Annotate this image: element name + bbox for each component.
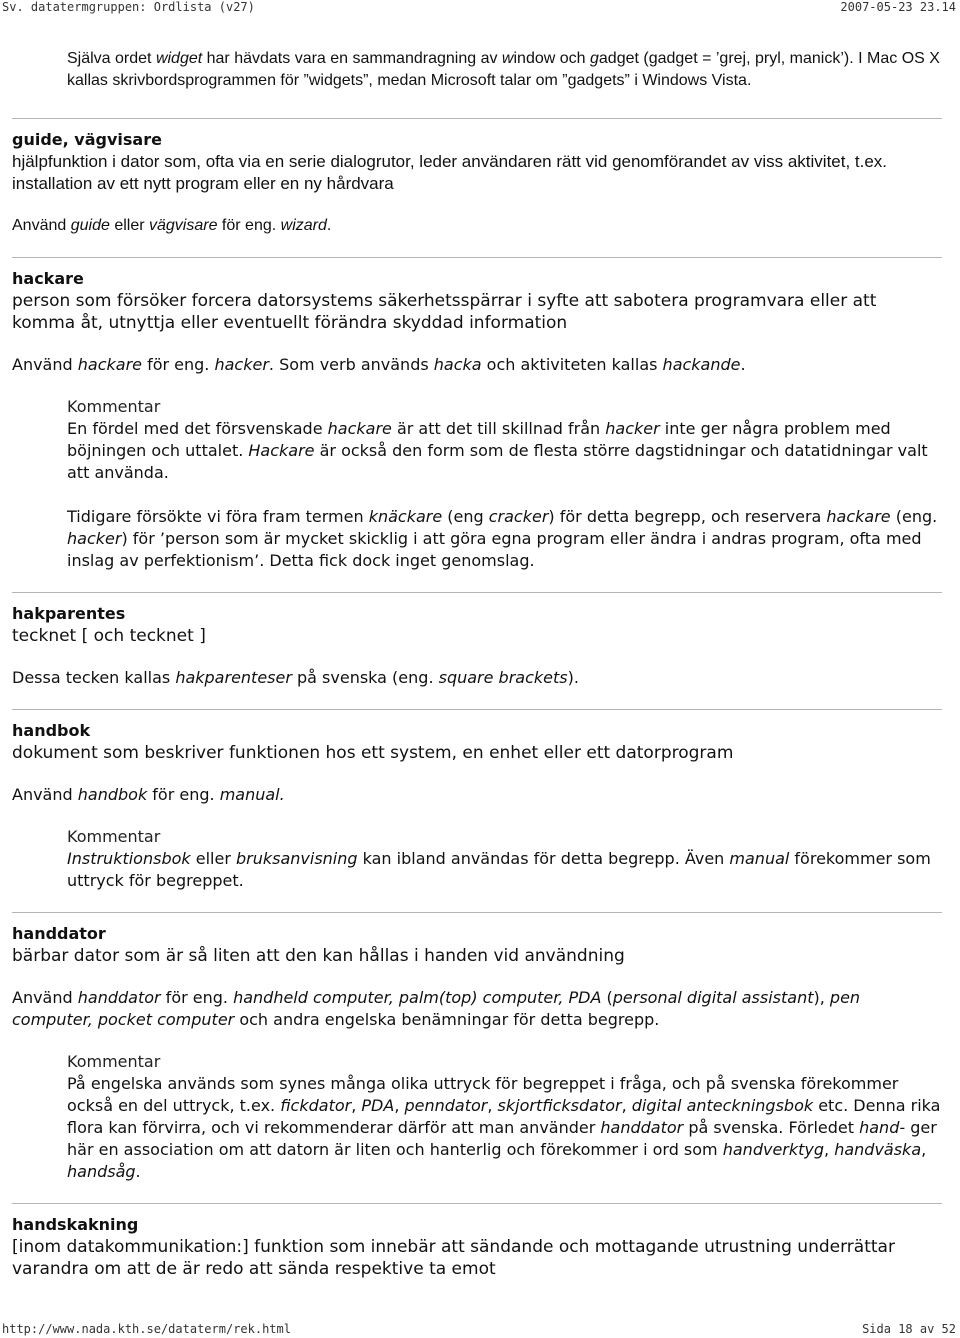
usage-note: Använd handbok för eng. manual. xyxy=(12,785,285,804)
page-footer xyxy=(0,1322,960,1338)
entry-guide xyxy=(12,118,942,237)
term-definition: tecknet [ och tecknet ] xyxy=(12,626,206,646)
page-header xyxy=(0,0,960,16)
usage-note: Dessa tecken kallas hakparenteser på svenska (eng. square brackets). xyxy=(12,668,579,687)
entry-hakparentes xyxy=(12,592,942,689)
intro-comment: Själva ordet widget har hävdats vara en sammandragning av window och gadget (gadget = ’grej, pryl, manick’). I Mac OS X kallas skrivbordsprogrammen för ”widgets”, medan Microsoft talar om ”gadgets” i Windows Vista. xyxy=(67,50,940,89)
page-number: Sida 18 av 52 xyxy=(862,1322,956,1336)
comment-paragraph: Tidigare försökte vi föra fram termen knäckare (eng cracker) för detta begrepp, och reservera hackare (eng. hacker) för ’person som är mycket skicklig i att göra egna program eller ändra i andras program, ofta med inslag av perfektionism’. Detta fick dock inget genomslag. xyxy=(67,507,938,570)
term-heading: handskakning xyxy=(12,1215,139,1234)
comment-label: Kommentar xyxy=(67,827,161,846)
term-heading: hackare xyxy=(12,269,84,288)
comment-paragraph: Instruktionsbok eller bruksanvisning kan ibland användas för detta begrepp. Även manual förekommer som uttryck för begreppet. xyxy=(67,849,931,890)
term-heading: handdator xyxy=(12,924,106,943)
term-heading: handbok xyxy=(12,721,91,740)
term-heading: guide, vägvisare xyxy=(12,130,162,149)
comment-paragraph: På engelska används som synes många olika uttryck för begreppet i fråga, och på svenska förekommer också en del uttryck, t.ex. fickdator, PDA, penndator, skjortficksdator, digital anteckningsbok etc. Denna rika flora kan förvirra, och vi rekommenderar därför att man använder handdator på svenska. Förledet hand- ger här en association om att datorn är liten och hanterlig och förekommer i ord som handverktyg, handväska, handsåg. xyxy=(67,1074,941,1181)
comment-label: Kommentar xyxy=(67,1052,161,1071)
term-definition: [inom datakommunikation:] funktion som innebär att sändande och mottagande utrustning underrättar varandra om att de är redo att sända respektive ta emot xyxy=(12,1237,895,1279)
entry-handbok xyxy=(12,709,942,892)
term-definition: person som försöker forcera datorsystems säkerhetsspärrar i syfte att sabotera programvara eller att komma åt, utnyttja eller eventuellt förändra skyddad information xyxy=(12,291,877,333)
term-definition: dokument som beskriver funktionen hos ett system, en enhet eller ett datorprogram xyxy=(12,743,734,763)
term-heading: hakparentes xyxy=(12,604,126,623)
entry-handdator xyxy=(12,912,942,1183)
source-url: http://www.nada.kth.se/dataterm/rek.html xyxy=(2,1322,291,1336)
usage-note: Använd handdator för eng. handheld computer, palm(top) computer, PDA (personal digital assistant), pen computer, pocket computer och andra engelska benämningar för detta begrepp. xyxy=(12,988,861,1029)
entry-hackare xyxy=(12,257,942,572)
comment-block xyxy=(67,826,942,892)
comment-label: Kommentar xyxy=(67,397,161,416)
glossary-content xyxy=(12,48,942,1280)
print-datetime: 2007-05-23 23.14 xyxy=(840,0,956,14)
comment-block xyxy=(67,1051,942,1183)
document-title: Sv. datatermgruppen: Ordlista (v27) xyxy=(2,0,255,14)
usage-note: Använd hackare för eng. hacker. Som verb används hacka och aktiviteten kallas hackande. xyxy=(12,355,746,374)
comment-paragraph: En fördel med det försvenskade hackare är att det till skillnad från hacker inte ger några problem med böjningen och uttalet. Hackare är också den form som de flesta större dagstidningar och datatidningar valt att använda. xyxy=(67,419,928,482)
comment-block xyxy=(67,396,942,572)
entry-handskakning xyxy=(12,1203,942,1280)
term-definition: hjälpfunktion i dator som, ofta via en serie dialogrutor, leder användaren rätt vid genomförandet av viss aktivitet, t.ex. installation av ett nytt program eller en ny hårdvara xyxy=(12,152,888,193)
term-definition: bärbar dator som är så liten att den kan hållas i handen vid användning xyxy=(12,946,625,966)
usage-note: Använd guide eller vägvisare för eng. wizard. xyxy=(12,217,332,234)
